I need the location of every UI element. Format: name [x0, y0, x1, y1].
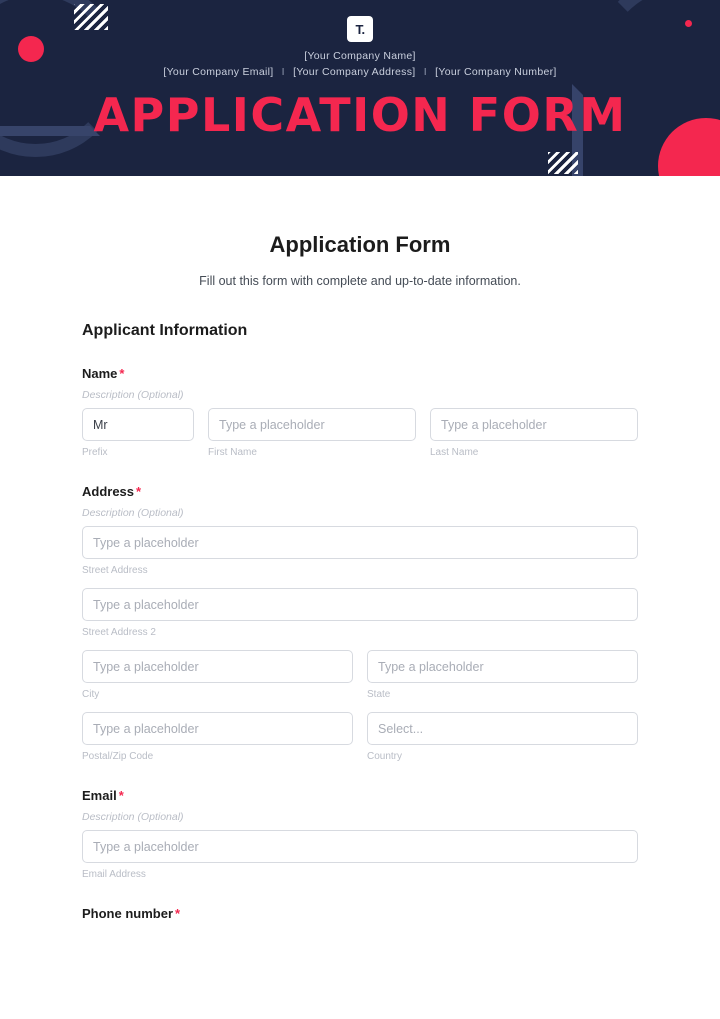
sublabel-city: City [82, 689, 100, 700]
sublabel-state: State [367, 689, 391, 700]
company-name: [Your Company Name] [304, 50, 416, 62]
address-street-row [82, 526, 638, 576]
decorative-hatch-bottom-right [548, 152, 578, 174]
page-title: Application Form [269, 232, 451, 257]
street-address-input[interactable] [82, 526, 638, 559]
required-asterisk: * [119, 366, 125, 381]
field-group-phone [82, 906, 638, 921]
label-name [82, 366, 638, 381]
email-input[interactable] [82, 830, 638, 863]
postal-code-input[interactable] [82, 712, 353, 745]
street-address-2-input[interactable] [82, 588, 638, 621]
required-asterisk: * [136, 484, 142, 499]
sublabel-street-address: Street Address [82, 565, 148, 576]
label-phone-number [82, 906, 638, 921]
label-address [82, 484, 638, 499]
name-prefix-column [82, 408, 194, 458]
label-phone-number-text: Phone number [82, 906, 174, 921]
meta-separator-1: I [281, 66, 285, 78]
required-asterisk: * [175, 906, 181, 921]
label-email [82, 788, 638, 803]
form-body [0, 232, 720, 921]
company-address: [Your Company Address] [293, 66, 416, 78]
state-input[interactable] [367, 650, 638, 683]
sublabel-prefix: Prefix [82, 447, 108, 458]
required-asterisk: * [118, 788, 124, 803]
city-column [82, 650, 353, 700]
field-group-address [82, 484, 638, 762]
header-banner [0, 0, 720, 176]
company-contact-line [0, 66, 720, 78]
name-last-column [430, 408, 638, 458]
logo-text: T. [355, 21, 365, 37]
state-column [367, 650, 638, 700]
page-subtitle: Fill out this form with complete and up-to-date information. [199, 274, 521, 288]
country-select[interactable] [367, 712, 638, 745]
last-name-input[interactable] [430, 408, 638, 441]
sublabel-first-name: First Name [208, 447, 257, 458]
sublabel-last-name: Last Name [430, 447, 479, 458]
address-postal-country-row [82, 712, 638, 762]
sublabel-country: Country [367, 751, 403, 762]
name-first-column [208, 408, 416, 458]
sublabel-postal-code: Postal/Zip Code [82, 751, 154, 762]
field-group-name [82, 366, 638, 458]
company-logo-icon [347, 16, 373, 42]
label-name-text: Name [82, 366, 118, 381]
prefix-input[interactable] [82, 408, 194, 441]
field-group-email [82, 788, 638, 880]
description-name: Description (Optional) [82, 389, 184, 401]
address-street2-row [82, 588, 638, 638]
banner-title: APPLICATION FORM [93, 88, 627, 142]
company-email: [Your Company Email] [163, 66, 274, 78]
description-address: Description (Optional) [82, 507, 184, 519]
sublabel-email-address: Email Address [82, 869, 146, 880]
address-city-state-row [82, 650, 638, 700]
section-title-applicant-information: Applicant Information [82, 322, 248, 339]
company-number: [Your Company Number] [435, 66, 557, 78]
description-email: Description (Optional) [82, 811, 184, 823]
sublabel-street-address-2: Street Address 2 [82, 627, 156, 638]
postal-column [82, 712, 353, 762]
label-address-text: Address [82, 484, 135, 499]
country-column [367, 712, 638, 762]
label-email-text: Email [82, 788, 117, 803]
city-input[interactable] [82, 650, 353, 683]
meta-separator-2: I [423, 66, 427, 78]
first-name-input[interactable] [208, 408, 416, 441]
